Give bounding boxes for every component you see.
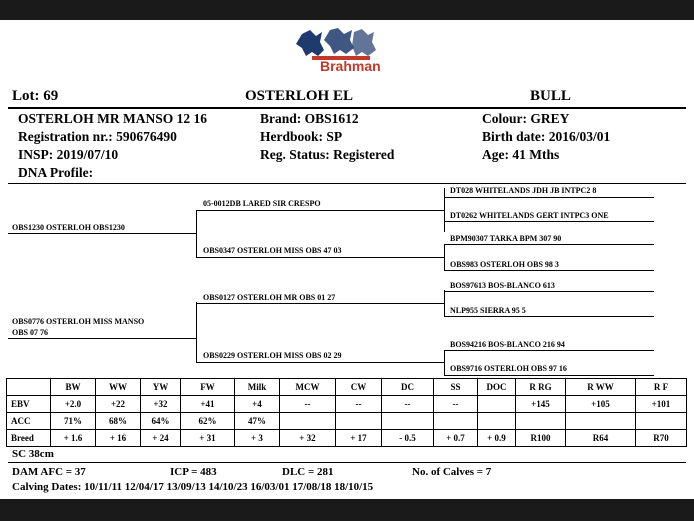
cattle-heads-icon bbox=[296, 28, 376, 56]
dam-dam: OBS0229 OSTERLOH MISS OBS 02 29 bbox=[203, 351, 342, 360]
header-rule bbox=[8, 107, 686, 109]
header-cell: SS bbox=[434, 379, 478, 396]
table-cell: -- bbox=[434, 396, 478, 413]
dam-line bbox=[8, 338, 196, 339]
calving-dates: Calving Dates: 10/11/11 12/04/17 13/09/13 14/10/23 16/03/01 17/08/18 18/10/15 bbox=[12, 481, 374, 493]
sds-line bbox=[444, 244, 654, 245]
table-cell bbox=[382, 413, 434, 430]
sire: OBS1230 OSTERLOH OBS1230 bbox=[12, 223, 125, 232]
header-cell: R RG bbox=[516, 379, 566, 396]
table-cell: R100 bbox=[516, 430, 566, 447]
sire-dam: OBS0347 OSTERLOH MISS OBS 47 03 bbox=[203, 246, 342, 255]
registration-status: Reg. Status: Registered bbox=[260, 147, 395, 162]
table-cell: 68% bbox=[96, 413, 141, 430]
table-cell: + 31 bbox=[181, 430, 235, 447]
table-cell: +22 bbox=[96, 396, 141, 413]
animal-name: OSTERLOH EL bbox=[245, 88, 353, 104]
full-name: OSTERLOH MR MANSO 12 16 bbox=[18, 111, 208, 126]
dam-line1: OBS0776 OSTERLOH MISS MANSO bbox=[12, 317, 145, 326]
table-cell: 71% bbox=[51, 413, 96, 430]
table-cell: -- bbox=[382, 396, 434, 413]
sss: DT028 WHITELANDS JDH JB INTPC2 8 bbox=[450, 186, 597, 195]
sd-line bbox=[196, 257, 444, 258]
header-cell: DC bbox=[382, 379, 434, 396]
header-cell: Milk bbox=[235, 379, 280, 396]
table-cell: + 32 bbox=[280, 430, 336, 447]
ds-line bbox=[196, 303, 444, 304]
table-cell: +105 bbox=[566, 396, 636, 413]
ss-line bbox=[196, 210, 444, 211]
table-cell bbox=[280, 413, 336, 430]
birth-date: Birth date: 2016/03/01 bbox=[482, 129, 611, 144]
dsd: NLP955 SIERRA 95 5 bbox=[450, 306, 526, 315]
row-label: ACC bbox=[7, 413, 51, 430]
number-of-calves: No. of Calves = 7 bbox=[412, 466, 492, 478]
header-cell: BW bbox=[51, 379, 96, 396]
table-cell: - 0.5 bbox=[382, 430, 434, 447]
dam-bracket bbox=[196, 302, 197, 362]
footer-rule bbox=[8, 462, 686, 463]
table-cell bbox=[516, 413, 566, 430]
dam-line2: OBS 07 76 bbox=[12, 328, 49, 337]
header-cell: CW bbox=[336, 379, 382, 396]
sd-bracket bbox=[444, 244, 445, 270]
table-cell: 64% bbox=[141, 413, 181, 430]
table-cell: + 1.6 bbox=[51, 430, 96, 447]
table-cell: 47% bbox=[235, 413, 280, 430]
brand-logo-text: Brahman bbox=[320, 58, 381, 74]
acc-row bbox=[7, 413, 687, 430]
dd-line bbox=[196, 362, 444, 363]
table-cell: + 0.9 bbox=[478, 430, 516, 447]
sds: BPM90307 TARKA BPM 307 90 bbox=[450, 234, 562, 243]
ebv-row bbox=[7, 396, 687, 413]
dam-afc: DAM AFC = 37 bbox=[12, 466, 86, 478]
dlc: DLC = 281 bbox=[282, 466, 334, 478]
sire-bracket bbox=[196, 210, 197, 258]
dds: BOS94216 BOS-BLANCO 216 94 bbox=[450, 340, 565, 349]
row-label: Breed bbox=[7, 430, 51, 447]
table-cell: +4 bbox=[235, 396, 280, 413]
lot-number: Lot: 69 bbox=[12, 88, 59, 104]
info-rule bbox=[8, 183, 686, 184]
header-cell: MCW bbox=[280, 379, 336, 396]
ssd-line bbox=[444, 221, 654, 222]
header-cell: R F bbox=[636, 379, 687, 396]
herdbook: Herdbook: SP bbox=[260, 129, 343, 144]
table-cell: +2.0 bbox=[51, 396, 96, 413]
ddd-line bbox=[444, 375, 654, 376]
ss-bracket bbox=[444, 188, 445, 232]
table-cell bbox=[478, 413, 516, 430]
table-cell: + 3 bbox=[235, 430, 280, 447]
table-cell bbox=[636, 413, 687, 430]
header-cell: YW bbox=[141, 379, 181, 396]
dss: BOS97613 BOS-BLANCO 613 bbox=[450, 281, 555, 290]
table-cell: + 0.7 bbox=[434, 430, 478, 447]
table-cell bbox=[434, 413, 478, 430]
table-cell: 62% bbox=[181, 413, 235, 430]
sire-line bbox=[8, 233, 196, 234]
sss-line bbox=[444, 197, 654, 198]
table-cell: + 24 bbox=[141, 430, 181, 447]
row-label: EBV bbox=[7, 396, 51, 413]
ebv-header-row bbox=[7, 379, 687, 396]
brand-number: Brand: OBS1612 bbox=[260, 111, 359, 126]
table-cell: -- bbox=[336, 396, 382, 413]
scrotal-circumference: SC 38cm bbox=[12, 448, 54, 460]
ebv-table bbox=[6, 378, 687, 447]
table-cell bbox=[566, 413, 636, 430]
dna-profile: DNA Profile: bbox=[18, 165, 94, 180]
ssd: DT0262 WHITELANDS GERT INTPC3 ONE bbox=[450, 211, 609, 220]
table-cell: +41 bbox=[181, 396, 235, 413]
table-cell bbox=[478, 396, 516, 413]
colour: Colour: GREY bbox=[482, 111, 570, 126]
table-cell: + 16 bbox=[96, 430, 141, 447]
table-cell: +101 bbox=[636, 396, 687, 413]
dd-bracket bbox=[444, 350, 445, 376]
sire-sire: 05-0012DB LARED SIR CRESPO bbox=[203, 199, 321, 208]
registration-number: Registration nr.: 590676490 bbox=[18, 129, 177, 144]
table-cell: +145 bbox=[516, 396, 566, 413]
age: Age: 41 Mths bbox=[482, 147, 560, 162]
dds-line bbox=[444, 350, 654, 351]
header-cell: R WW bbox=[566, 379, 636, 396]
sdd: OBS983 OSTERLOH OBS 98 3 bbox=[450, 260, 559, 269]
table-cell: R64 bbox=[566, 430, 636, 447]
table-cell: + 17 bbox=[336, 430, 382, 447]
animal-sex: BULL bbox=[530, 88, 571, 104]
ds-bracket bbox=[444, 290, 445, 316]
sdd-line bbox=[444, 270, 654, 271]
ddd: OBS9716 OSTERLOH OBS 97 16 bbox=[450, 364, 567, 373]
dss-line bbox=[444, 291, 654, 292]
sale-catalogue-page bbox=[0, 20, 694, 499]
table-cell bbox=[336, 413, 382, 430]
insp-date: INSP: 2019/07/10 bbox=[18, 147, 119, 162]
table-cell: +32 bbox=[141, 396, 181, 413]
icp: ICP = 483 bbox=[170, 466, 217, 478]
dsd-line bbox=[444, 316, 654, 317]
dam-sire: OBS0127 OSTERLOH MR OBS 01 27 bbox=[203, 293, 336, 302]
table-cell: R70 bbox=[636, 430, 687, 447]
header-cell: DOC bbox=[478, 379, 516, 396]
table-cell: -- bbox=[280, 396, 336, 413]
breed-row bbox=[7, 430, 687, 447]
header-cell bbox=[7, 379, 51, 396]
header-cell: WW bbox=[96, 379, 141, 396]
header-cell: FW bbox=[181, 379, 235, 396]
